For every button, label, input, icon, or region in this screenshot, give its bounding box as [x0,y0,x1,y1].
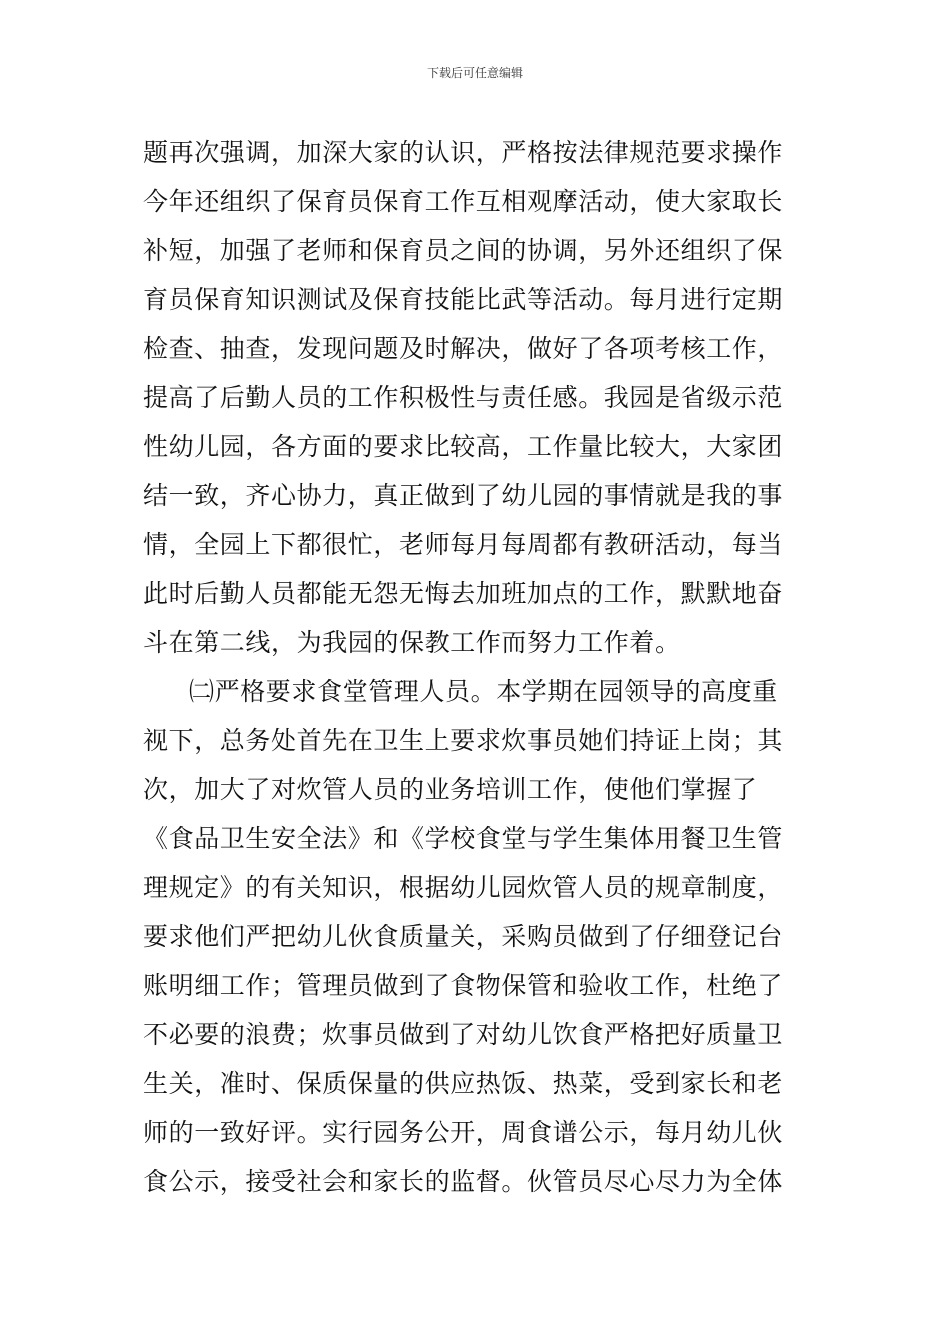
text-line: 生关，准时、保质保量的供应热饭、热菜，受到家长和老 [143,1069,784,1098]
text-line: 不必要的浪费；炊事员做到了对幼儿饮食严格把好质量卫 [143,1020,784,1049]
text-line: 视下，总务处首先在卫生上要求炊事员她们持证上岗；其 [143,726,784,755]
text-line: 育员保育知识测试及保育技能比武等活动。每月进行定期 [143,285,784,314]
text-line: 师的一致好评。实行园务公开，周食谱公示，每月幼儿伙 [143,1118,784,1147]
text-line: 账明细工作；管理员做到了食物保管和验收工作，杜绝了 [143,971,784,1000]
page-header-note: 下载后可任意编辑 [426,66,523,80]
text-line: 今年还组织了保育员保育工作互相观摩活动，使大家取长 [143,187,784,216]
text-line: 结一致，齐心协力，真正做到了幼儿园的事情就是我的事 [143,481,784,510]
text-line: 次，加大了对炊管人员的业务培训工作，使他们掌握了 [143,775,758,804]
text-line: 情，全园上下都很忙，老师每月每周都有教研活动，每当 [143,530,784,559]
text-line: 补短，加强了老师和保育员之间的协调，另外还组织了保 [143,236,784,265]
paragraph-start-line: ㈡严格要求食堂管理人员。本学期在园领导的高度重 [189,677,778,706]
text-line: 斗在第二线，为我园的保教工作而努力工作着。 [143,628,681,657]
document-body [143,128,813,1206]
text-line: 题再次强调，加深大家的认识，严格按法律规范要求操作 [143,138,784,167]
text-line: 此时后勤人员都能无怨无悔去加班加点的工作，默默地奋 [143,579,784,608]
text-line: 检查、抽查，发现问题及时解决，做好了各项考核工作， [143,334,784,363]
text-line: 理规定》的有关知识，根据幼儿园炊管人员的规章制度， [143,873,784,902]
text-line: 性幼儿园，各方面的要求比较高，工作量比较大，大家团 [143,432,784,461]
text-line: 《食品卫生安全法》和《学校食堂与学生集体用餐卫生管 [143,824,784,853]
text-line: 食公示，接受社会和家长的监督。伙管员尽心尽力为全体 [143,1167,784,1196]
text-line: 要求他们严把幼儿伙食质量关，采购员做到了仔细登记台 [143,922,784,951]
text-line: 提高了后勤人员的工作积极性与责任感。我园是省级示范 [143,383,784,412]
